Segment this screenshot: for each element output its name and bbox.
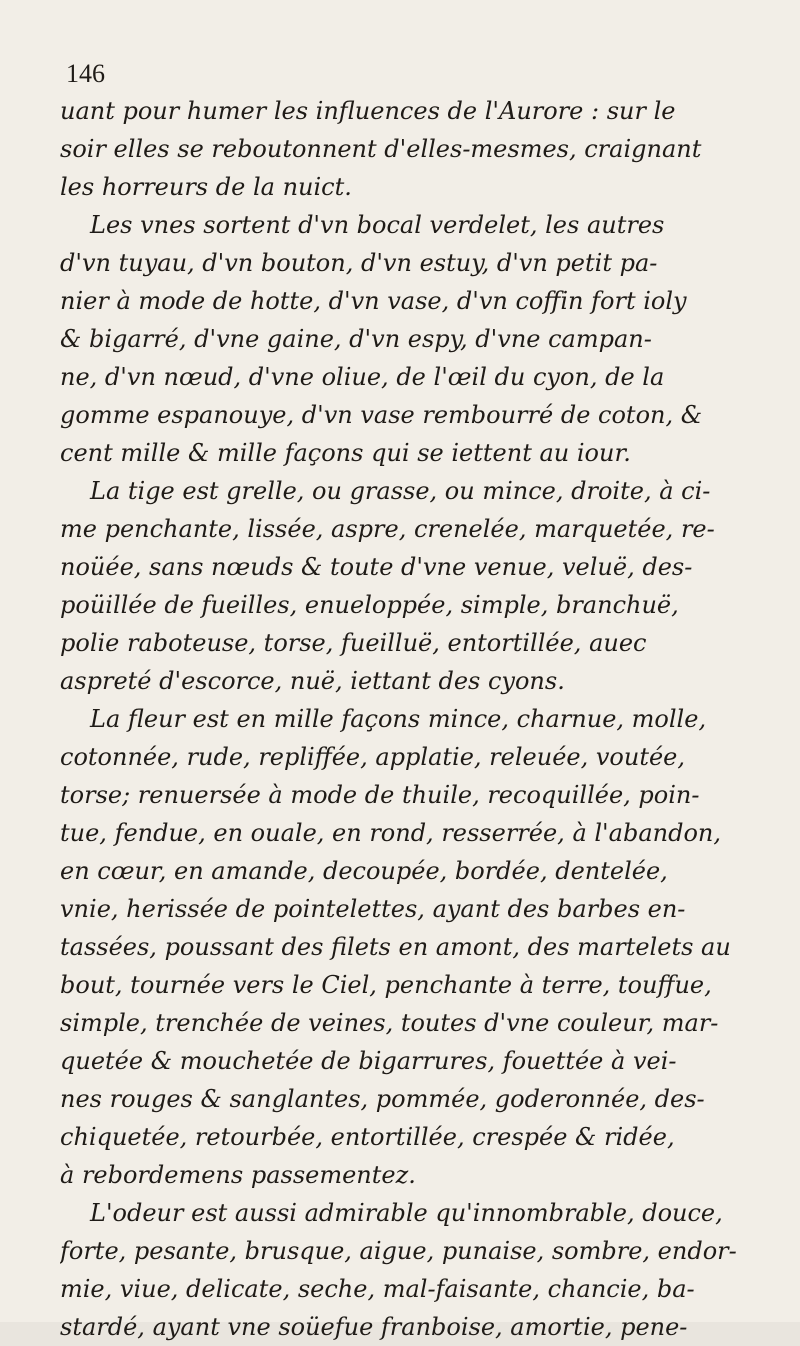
text-line: noüée, sans nœuds & toute d'vne venue, veluë, des- (60, 553, 693, 581)
text-line: forte, pesante, brusque, aigue, punaise, sombre, endor- (60, 1237, 737, 1265)
paragraph-aurore (60, 92, 760, 206)
text-line: L'odeur est aussi admirable qu'innombrable, douce, (90, 1199, 723, 1227)
text-line: aspreté d'escorce, nuë, iettant des cyons. (60, 667, 565, 695)
text-line: vnie, herissée de pointelettes, ayant des barbes en- (60, 895, 686, 923)
text-line: torse; renuersée à mode de thuile, recoquillée, poin- (60, 781, 700, 809)
text-line: uant pour humer les influences de l'Aurore : sur le (60, 97, 676, 125)
text-line: La fleur est en mille façons mince, charnue, molle, (90, 705, 707, 733)
text-line: cent mille & mille façons qui se iettent au iour. (60, 439, 631, 467)
paragraph-origins (60, 206, 760, 472)
text-line: bout, tournée vers le Ciel, penchante à terre, touffue, (60, 971, 712, 999)
paragraph-fleur (60, 700, 760, 1194)
text-line: chiquetée, retourbée, entortillée, crespée & ridée, (60, 1123, 675, 1151)
text-line: soir elles se reboutonnent d'elles-mesmes, craignant (60, 135, 702, 163)
text-line: poüillée de fueilles, enueloppée, simple, branchuë, (60, 591, 679, 619)
text-line: tue, fendue, en ouale, en rond, resserrée, à l'abandon, (60, 819, 721, 847)
text-line: & bigarré, d'vne gaine, d'vn espy, d'vne campan- (60, 325, 652, 353)
text-line: nier à mode de hotte, d'vn vase, d'vn coffin fort ioly (60, 287, 687, 315)
page-number: 146 (66, 59, 105, 88)
text-line: ne, d'vn nœud, d'vne oliue, de l'œil du cyon, de la (60, 363, 665, 391)
text-line: en cœur, en amande, decoupée, bordée, dentelée, (60, 857, 668, 885)
text-line: mie, viue, delicate, seche, mal-faisante, chancie, ba- (60, 1275, 695, 1303)
text-line: à rebordemens passementez. (60, 1161, 416, 1189)
text-line: nes rouges & sanglantes, pommée, goderonnée, des- (60, 1085, 705, 1113)
text-line: La tige est grelle, ou grasse, ou mince, droite, à ci- (90, 477, 711, 505)
text-line: cotonnée, rude, repliffée, applatie, releuée, voutée, (60, 743, 685, 771)
text-line: simple, trenchée de veines, toutes d'vne couleur, mar- (60, 1009, 719, 1037)
text-line: quetée & mouchetée de bigarrures, fouettée à vei- (60, 1047, 677, 1075)
text-line: gomme espanouye, d'vn vase rembourré de coton, & (60, 401, 703, 429)
text-line: stardé, ayant vne soüefue franboise, amortie, pene- (60, 1313, 688, 1341)
page-text (60, 92, 760, 1346)
paragraph-odeur (60, 1194, 760, 1346)
text-line: les horreurs de la nuict. (60, 173, 352, 201)
text-line: tassées, poussant des filets en amont, des martelets au (60, 933, 731, 961)
paragraph-tige (60, 472, 760, 700)
text-line: Les vnes sortent d'vn bocal verdelet, les autres (90, 211, 665, 239)
text-line: me penchante, lissée, aspre, crenelée, marquetée, re- (60, 515, 715, 543)
text-line: polie raboteuse, torse, fueilluë, entortillée, auec (60, 629, 647, 657)
text-line: d'vn tuyau, d'vn bouton, d'vn estuy, d'vn petit pa- (60, 249, 658, 277)
